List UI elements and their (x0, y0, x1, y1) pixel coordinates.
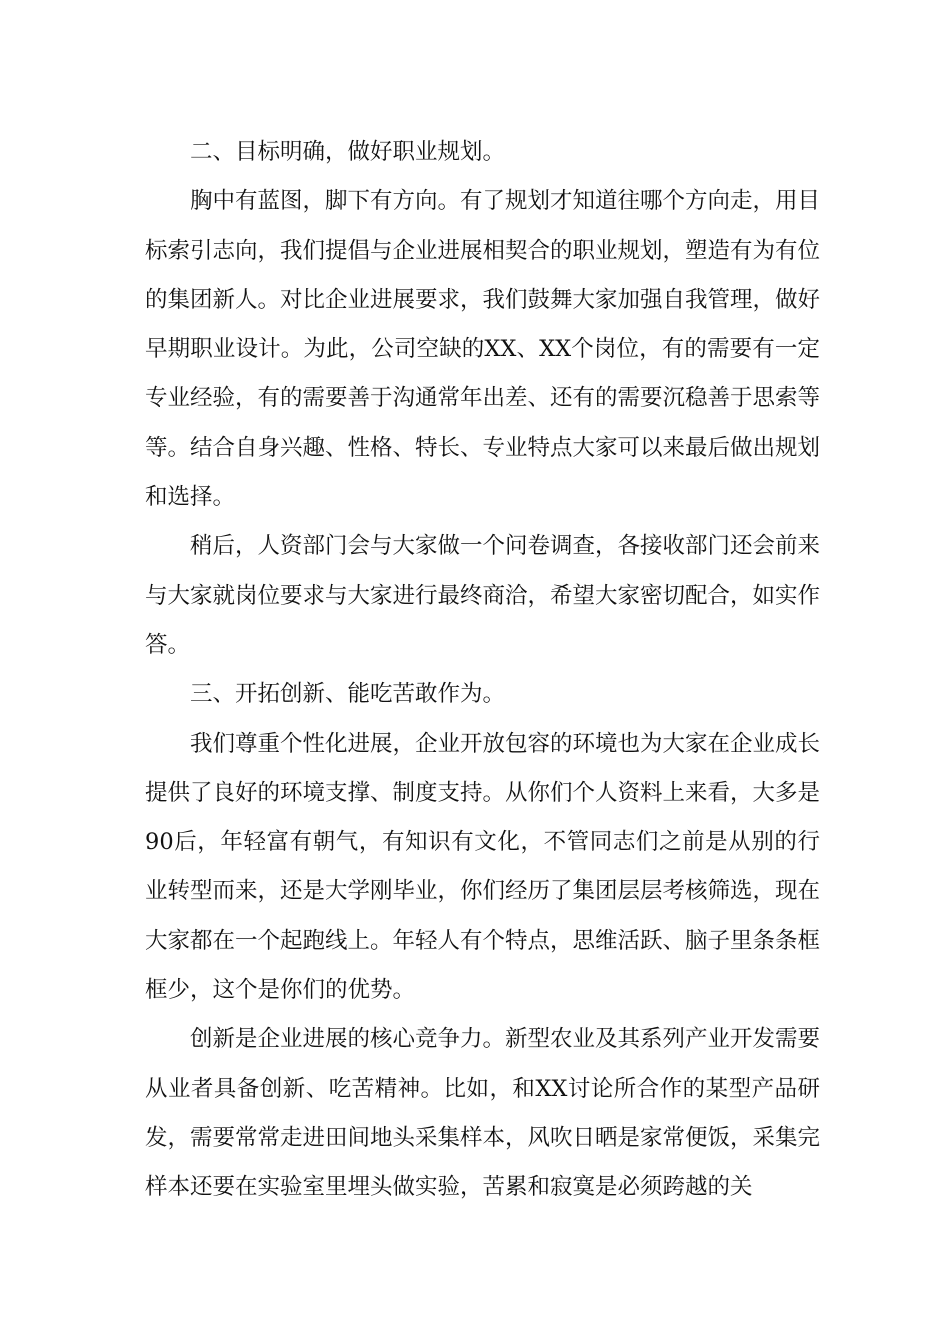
paragraph-core-competitiveness: 创新是企业进展的核心竞争力。新型农业及其系列产业开发需要从业者具备创新、吃苦精神。比如，和XX讨论所合作的某型产品研发，需要常常走进田间地头采集样本，风吹日晒是家常便饭，采集完样本还要在实验室里埋头做实验，苦累和寂寞是必须跨越的关 (145, 1026, 821, 1201)
paragraph-personal-development: 我们尊重个性化进展，企业开放包容的环境也为大家在企业成长提供了良好的环境支撑、制度支持。从你们个人资料上来看，大多是90后，年轻富有朝气，有知识有文化，不管同志们之前是从别的行业转型而来，还是大学刚毕业，你们经历了集团层层考核筛选，现在大家都在一个起跑线上。年轻人有个特点，思维活跃、脑子里条条框框少，这个是你们的优势。 (145, 730, 821, 1004)
document-body (145, 128, 820, 1213)
paragraph-questionnaire: 稍后，人资部门会与大家做一个问卷调查，各接收部门还会前来与大家就岗位要求与大家进行最终商洽，希望大家密切配合，如实作答。 (145, 533, 821, 658)
heading-goal-planning: 二、目标明确，做好职业规划。 (190, 139, 506, 165)
heading-innovation: 三、开拓创新、能吃苦敢作为。 (190, 681, 506, 708)
paragraph-career-planning: 胸中有蓝图，脚下有方向。有了规划才知道往哪个方向走，用目标索引志向，我们提倡与企业进展相契合的职业规划，塑造有为有位的集团新人。对比企业进展要求，我们鼓舞大家加强自我管理，做好早期职业设计。为此，公司空缺的XX、XX个岗位，有的需要有一定专业经验，有的需要善于沟通常年出差、还有的需要沉稳善于思索等等。结合自身兴趣、性格、特长、专业特点大家可以来最后做出规划和选择。 (145, 188, 821, 511)
